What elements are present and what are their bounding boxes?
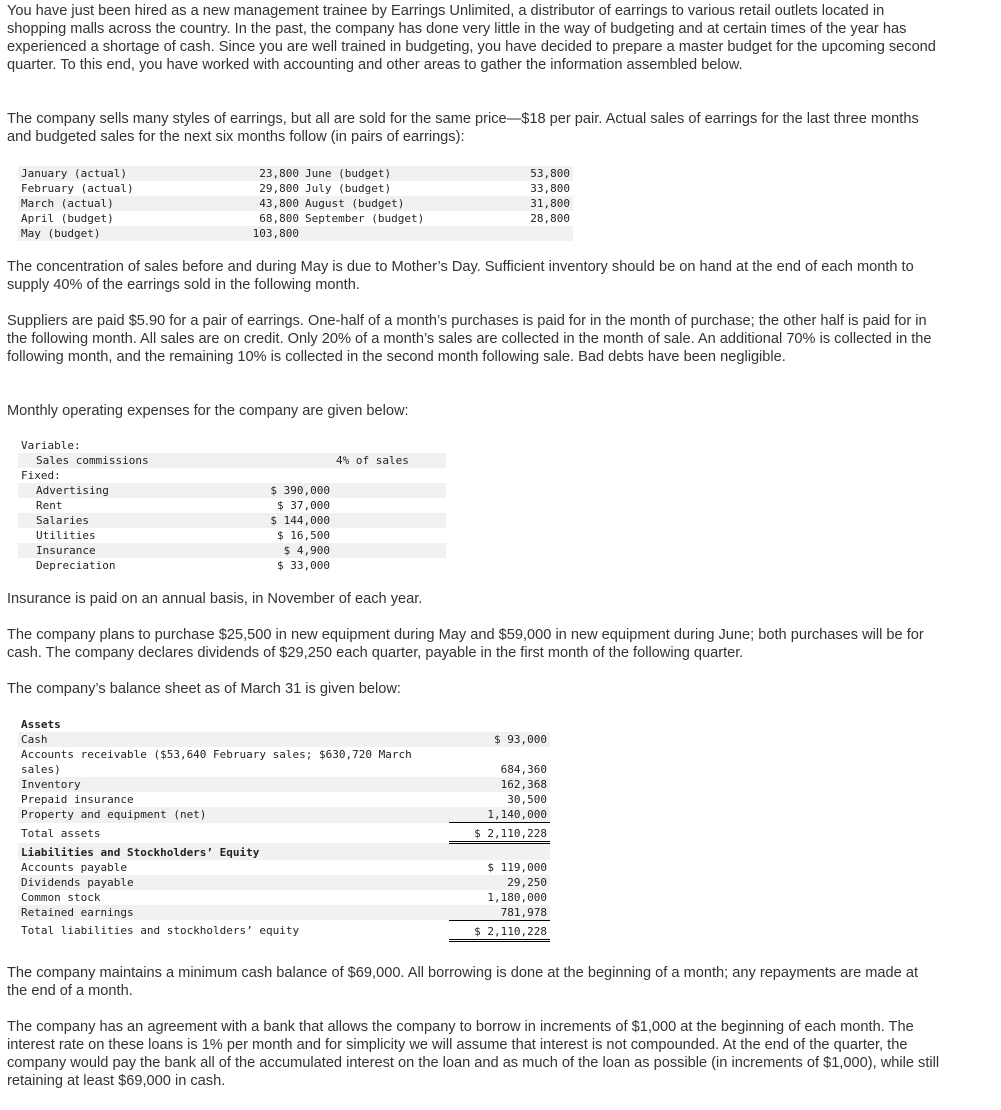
table-row (18, 717, 550, 732)
commissions-value: 4% of sales (333, 453, 446, 468)
table-row (18, 777, 550, 792)
total-liabilities-equity-label: Total liabilities and stockholders’ equity (21, 924, 300, 937)
month-value: 68,800 (259, 212, 299, 225)
table-row (18, 181, 573, 196)
table-row (18, 875, 550, 890)
expense-value: $ 33,000 (277, 559, 330, 572)
table-row (18, 211, 573, 226)
month-value: 23,800 (236, 166, 302, 181)
table-row (18, 468, 446, 483)
table-row (18, 732, 550, 747)
month-label: August (budget) (302, 196, 508, 211)
accounts-receivable-value: 684,360 (500, 763, 547, 776)
suppliers-paragraph: Suppliers are paid $5.90 for a pair of earrings. One-half of a month’s purchases is paid for in the month of purchase; the other half is paid for in the following month. All sales are on credit. Only 20% of a month’s sales are collected in the month of sale. An additional 70% is collected in the following month, and the remaining 10% is collected in the second month following sale. Bad debts have been negligible. (7, 313, 932, 365)
table-row (18, 890, 550, 905)
table-row (18, 807, 550, 823)
retained-earnings-value: 781,978 (449, 905, 550, 921)
month-label (302, 226, 508, 241)
concentration-paragraph: The concentration of sales before and during May is due to Mother’s Day. Sufficient inventory should be on hand at the end of each month to supply 40% of the earrings sold in the following month. (7, 259, 914, 293)
common-stock-label: Common stock (21, 890, 101, 904)
month-label: September (budget) (305, 212, 425, 225)
bank-paragraph: The company has an agreement with a bank that allows the company to borrow in increments of $1,000 at the beginning of each month. The interest rate on these loans is 1% per month and for simplicity we will assume that interest is not compounded. At the end of the quarter, the company would pay the bank all of the accumulated interest on the loan and as much of the loan as possible (in increments of $1,000), while still retaining at least $69,000 in cash. (7, 1019, 940, 1089)
property-equipment-label: Property and equipment (net) (18, 807, 449, 823)
table-row (18, 843, 550, 860)
expense-value: $ 16,500 (277, 529, 330, 542)
expense-label: Depreciation (36, 559, 116, 572)
table-row (18, 747, 550, 777)
property-equipment-value: 1,140,000 (449, 807, 550, 823)
month-value: 53,800 (508, 166, 573, 181)
month-label: July (budget) (305, 182, 392, 195)
expense-value: $ 144,000 (257, 513, 333, 528)
table-row (18, 438, 446, 453)
expense-label: Salaries (18, 513, 257, 528)
liabilities-heading: Liabilities and Stockholders’ Equity (18, 843, 449, 860)
balance-sheet-table (18, 717, 550, 942)
commissions-label: Sales commissions (18, 453, 257, 468)
expense-value: $ 390,000 (257, 483, 333, 498)
total-liabilities-equity-value: $ 2,110,228 (449, 920, 550, 940)
accounts-payable-label: Accounts payable (21, 860, 127, 874)
expenses-paragraph: Monthly operating expenses for the company are given below: (7, 403, 409, 419)
expense-label: Rent (36, 499, 63, 512)
cash-label: Cash (18, 732, 449, 747)
dividends-payable-value: 29,250 (449, 875, 550, 890)
month-label: February (actual) (21, 182, 134, 195)
table-row (18, 920, 550, 940)
month-value (508, 226, 573, 241)
month-label: March (actual) (18, 196, 236, 211)
prepaid-insurance-label: Prepaid insurance (21, 793, 134, 806)
insurance-paragraph: Insurance is paid on an annual basis, in November of each year. (7, 591, 423, 607)
month-value: 103,800 (236, 226, 302, 241)
table-row (18, 905, 550, 921)
table-row (18, 528, 446, 543)
equipment-paragraph: The company plans to purchase $25,500 in new equipment during May and $59,000 in new equipment during June; both purchases will be for cash. The company declares dividends of $29,250 each quarter, payable in the first month of the following quarter. (7, 627, 924, 661)
table-row (18, 498, 446, 513)
month-value: 31,800 (508, 196, 573, 211)
expense-value: $ 37,000 (277, 499, 330, 512)
month-label: June (budget) (302, 166, 508, 181)
inventory-label: Inventory (18, 777, 449, 792)
retained-earnings-label: Retained earnings (18, 905, 449, 921)
table-row (18, 823, 550, 843)
intro-paragraph: You have just been hired as a new management trainee by Earrings Unlimited, a distributor of earrings to various retail outlets located in shopping malls across the country. In the past, the company has done very little in the way of budgeting and at certain times of the year has experienced a shortage of cash. Since you are well trained in budgeting, you have decided to prepare a master budget for the upcoming second quarter. To this end, you have worked with accounting and other areas to gather the information assembled below. (7, 3, 936, 73)
table-row (18, 558, 446, 573)
month-label: April (budget) (21, 212, 114, 225)
table-row (18, 453, 446, 468)
fixed-label: Fixed: (21, 469, 61, 482)
total-assets-value: $ 2,110,228 (449, 823, 550, 843)
month-value: 29,800 (259, 182, 299, 195)
table-row (18, 860, 550, 875)
month-label: May (budget) (18, 226, 236, 241)
table-row (18, 513, 446, 528)
total-assets-label: Total assets (21, 826, 101, 840)
month-value: 33,800 (530, 182, 570, 195)
assets-heading: Assets (21, 718, 61, 731)
cash-value: $ 93,000 (449, 732, 550, 747)
accounts-receivable-label: Accounts receivable ($53,640 February sales; $630,720 March sales) (21, 748, 412, 776)
inventory-value: 162,368 (449, 777, 550, 792)
expense-table (18, 438, 446, 573)
table-row (18, 196, 573, 211)
expense-label: Insurance (18, 543, 257, 558)
table-row (18, 543, 446, 558)
expense-label: Utilities (36, 529, 96, 542)
prepaid-insurance-value: 30,500 (507, 793, 547, 806)
table-row (18, 483, 446, 498)
expense-label: Advertising (18, 483, 257, 498)
table-row (18, 166, 573, 181)
sales-table (18, 166, 573, 241)
dividends-payable-label: Dividends payable (18, 875, 449, 890)
month-value: 43,800 (236, 196, 302, 211)
expense-value: $ 4,900 (257, 543, 333, 558)
variable-label: Variable: (21, 439, 81, 452)
month-value: 28,800 (530, 212, 570, 225)
table-row (18, 226, 573, 241)
sales-paragraph: The company sells many styles of earrings, but all are sold for the same price—$18 per pair. Actual sales of earrings for the last three months and budgeted sales for the next six months follow (in pairs of earrings): (7, 111, 919, 145)
month-label: January (actual) (18, 166, 236, 181)
common-stock-value: 1,180,000 (487, 890, 547, 904)
balance-paragraph: The company’s balance sheet as of March 31 is given below: (7, 681, 401, 697)
minimum-cash-paragraph: The company maintains a minimum cash balance of $69,000. All borrowing is done at the beginning of a month; any repayments are made at the end of a month. (7, 965, 919, 999)
accounts-payable-value: $ 119,000 (487, 860, 547, 874)
table-row (18, 792, 550, 807)
